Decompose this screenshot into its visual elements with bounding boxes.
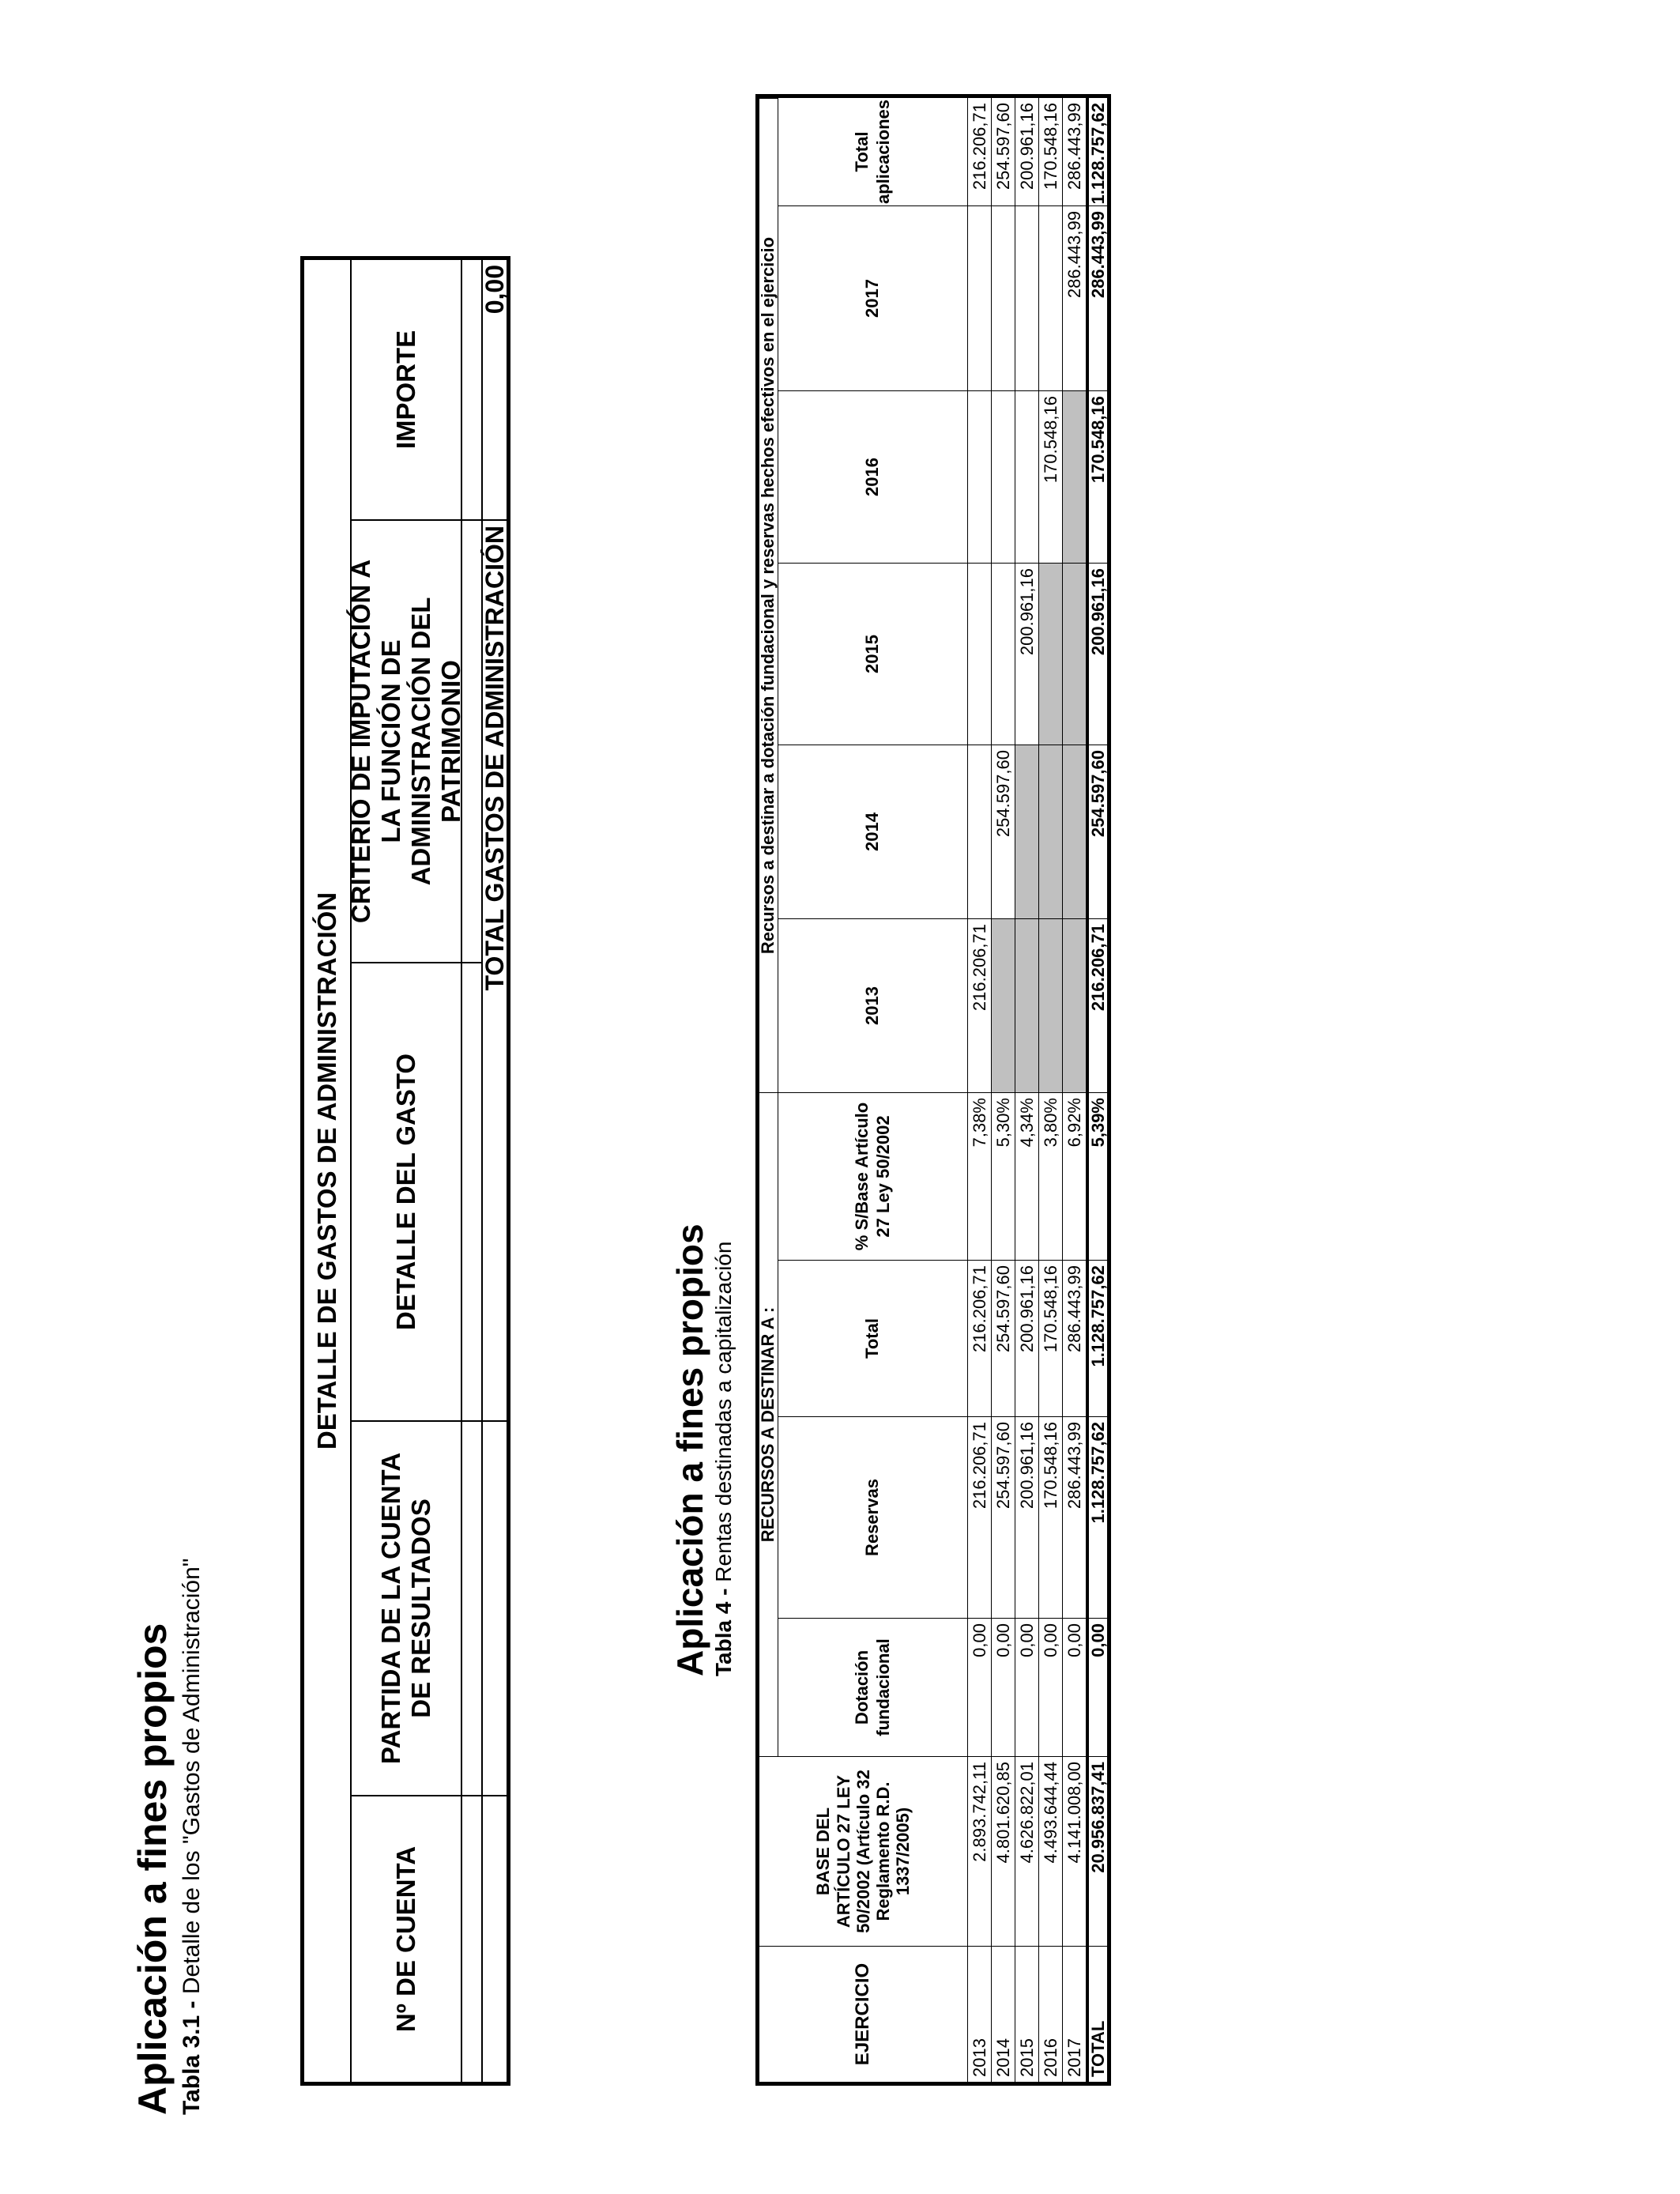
table-cell-dotacion: 0,00	[968, 1618, 992, 1756]
section2-title: Aplicación a fines propios	[669, 1223, 710, 1676]
table-cell-total_aplic: 170.548,16	[1039, 98, 1063, 205]
table-cell-total_aplic: 286.443,99	[1063, 98, 1087, 205]
table-cell-total: 216.206,71	[968, 1260, 992, 1416]
table-cell-total: 200.961,16	[1015, 1260, 1039, 1416]
total-cell-reservas: 1.128.757,62	[1087, 1416, 1107, 1618]
table-cell-pct: 6,92%	[1063, 1092, 1087, 1260]
table-cell-total: 286.443,99	[1063, 1260, 1087, 1416]
table-cell-ejercicio: 2014	[992, 1946, 1015, 2082]
table-cell-y2015	[968, 563, 992, 745]
table-cell-y2017	[968, 205, 992, 390]
total-cell-dotacion: 0,00	[1087, 1618, 1107, 1756]
table-cell-y2014	[1015, 745, 1039, 918]
col-header-cuenta: Nº DE CUENTA	[352, 1795, 462, 2082]
col-header-y2017: 2017	[778, 205, 968, 390]
table-cell-dotacion: 0,00	[992, 1618, 1015, 1756]
col-header-y2015: 2015	[778, 563, 968, 745]
table-cell-y2015: 200.961,16	[1015, 563, 1039, 745]
table-cell-y2017: 286.443,99	[1063, 205, 1087, 390]
section2-caption	[713, 1242, 735, 1676]
table-cell-ejercicio: 2013	[968, 1946, 992, 2082]
table-cell-y2017	[1015, 205, 1039, 390]
table-cell-total_aplic: 254.597,60	[992, 98, 1015, 205]
table-cell-y2017	[992, 205, 1015, 390]
table-cell-y2014	[1039, 745, 1063, 918]
total-cell-y2015: 200.961,16	[1087, 563, 1107, 745]
table-cell-reservas: 286.443,99	[1063, 1416, 1087, 1618]
total-cell-y2016: 170.548,16	[1087, 390, 1107, 563]
col-header-base: BASE DEL ARTÍCULO 27 LEY 50/2002 (Artículo 32 Reglamento R.D. 1337/2005)	[759, 1756, 968, 1946]
col-header-y2016: 2016	[778, 390, 968, 563]
total-gastos-value: 0,00	[480, 265, 509, 315]
total-cell-y2014: 254.597,60	[1087, 745, 1107, 918]
table31-label: Tabla 3.1 -	[179, 2000, 205, 2115]
table-cell-ejercicio: 2015	[1015, 1946, 1039, 2082]
group-header-aplicaciones: Recursos a destinar a dotación fundacional y reservas hechos efectivos en el ejercicio	[759, 98, 778, 1092]
col-header-dotacion: Dotación fundacional	[778, 1618, 968, 1756]
empty-cell	[483, 1795, 507, 2082]
table-cell-reservas: 216.206,71	[968, 1416, 992, 1618]
total-cell-base: 20.956.837,41	[1087, 1756, 1107, 1946]
table-cell-y2014	[1063, 745, 1087, 918]
empty-cell	[462, 1795, 483, 2082]
col-header-total_aplic: Total aplicaciones	[778, 98, 968, 205]
table-cell-y2013	[992, 918, 1015, 1092]
section1-title: Aplicación a fines propios	[130, 1623, 175, 2115]
table-gastos-administracion	[300, 256, 510, 2086]
table-cell-total_aplic: 216.206,71	[968, 98, 992, 205]
table-cell-y2014	[968, 745, 992, 918]
table-cell-y2016	[968, 390, 992, 563]
col-header-importe: IMPORTE	[352, 260, 462, 519]
table-cell-y2013	[1015, 918, 1039, 1092]
total-cell-total: 1.128.757,62	[1087, 1260, 1107, 1416]
table-cell-y2013: 216.206,71	[968, 918, 992, 1092]
table-cell-dotacion: 0,00	[1063, 1618, 1087, 1756]
table-cell-reservas: 254.597,60	[992, 1416, 1015, 1618]
total-gastos-label: TOTAL GASTOS DE ADMINISTRACIÓN	[483, 519, 507, 1420]
total-cell-total_aplic: 1.128.757,62	[1087, 98, 1107, 205]
table-cell-y2015	[1039, 563, 1063, 745]
table-cell-total: 254.597,60	[992, 1260, 1015, 1416]
col-header-criterio: CRITERIO DE IMPUTACIÓN A LA FUNCIÓN DE ADMINISTRACIÓN DEL PATRIMONIO	[352, 519, 462, 962]
col-header-total: Total	[778, 1260, 968, 1416]
table-cell-y2016: 170.548,16	[1039, 390, 1063, 563]
table-cell-pct: 4,34%	[1015, 1092, 1039, 1260]
section1-caption	[180, 1559, 204, 2115]
table-rentas-capitalizacion	[755, 94, 1111, 2086]
total-cell-y2017: 286.443,99	[1087, 205, 1107, 390]
total-cell-y2013: 216.206,71	[1087, 918, 1107, 1092]
col-header-detalle: DETALLE DEL GASTO	[352, 962, 462, 1420]
total-cell-ejercicio: TOTAL	[1087, 1946, 1107, 2082]
group-header-recursos: RECURSOS A DESTINAR A :	[759, 1092, 778, 1756]
table31-main-header: DETALLE DE GASTOS DE ADMINISTRACIÓN	[304, 260, 352, 2082]
col-header-y2014: 2014	[778, 745, 968, 918]
empty-cell	[462, 1420, 483, 1795]
col-header-partida: PARTIDA DE LA CUENTA DE RESULTADOS	[352, 1420, 462, 1795]
table-cell-reservas: 200.961,16	[1015, 1416, 1039, 1618]
table-cell-base: 4.141.008,00	[1063, 1756, 1087, 1946]
table-cell-ejercicio: 2017	[1063, 1946, 1087, 2082]
table-cell-total: 170.548,16	[1039, 1260, 1063, 1416]
table-cell-y2015	[992, 563, 1015, 745]
table-cell-total_aplic: 200.961,16	[1015, 98, 1039, 205]
table-cell-y2013	[1039, 918, 1063, 1092]
col-header-reservas: Reservas	[778, 1416, 968, 1618]
table-cell-ejercicio: 2016	[1039, 1946, 1063, 2082]
table4-label: Tabla 4 -	[711, 1588, 736, 1676]
table-cell-reservas: 170.548,16	[1039, 1416, 1063, 1618]
empty-cell	[462, 962, 483, 1420]
table-cell-y2015	[1063, 563, 1087, 745]
table-cell-y2016	[992, 390, 1015, 563]
table-cell-base: 2.893.742,11	[968, 1756, 992, 1946]
table-cell-y2013	[1063, 918, 1087, 1092]
table-cell-base: 4.801.620,85	[992, 1756, 1015, 1946]
total-cell-pct: 5,39%	[1087, 1092, 1107, 1260]
table-cell-y2016	[1015, 390, 1039, 563]
table-cell-y2017	[1039, 205, 1063, 390]
table-cell-dotacion: 0,00	[1015, 1618, 1039, 1756]
col-header-pct: % S/Base Artículo 27 Ley 50/2002	[778, 1092, 968, 1260]
table4-caption: Rentas destinadas a capitalización	[711, 1241, 736, 1589]
table31-caption: Detalle de los "Gastos de Administración"	[179, 1558, 205, 2001]
table-cell-base: 4.626.822,01	[1015, 1756, 1039, 1946]
table-cell-pct: 3,80%	[1039, 1092, 1063, 1260]
table-cell-y2014: 254.597,60	[992, 745, 1015, 918]
empty-cell	[483, 1420, 507, 1795]
table-cell-y2016	[1063, 390, 1087, 563]
col-header-y2013: 2013	[778, 918, 968, 1092]
table-cell-pct: 5,30%	[992, 1092, 1015, 1260]
table-cell-pct: 7,38%	[968, 1092, 992, 1260]
table-cell-base: 4.493.644,44	[1039, 1756, 1063, 1946]
col-header-ejercicio: EJERCICIO	[759, 1946, 968, 2082]
table-cell-dotacion: 0,00	[1039, 1618, 1063, 1756]
